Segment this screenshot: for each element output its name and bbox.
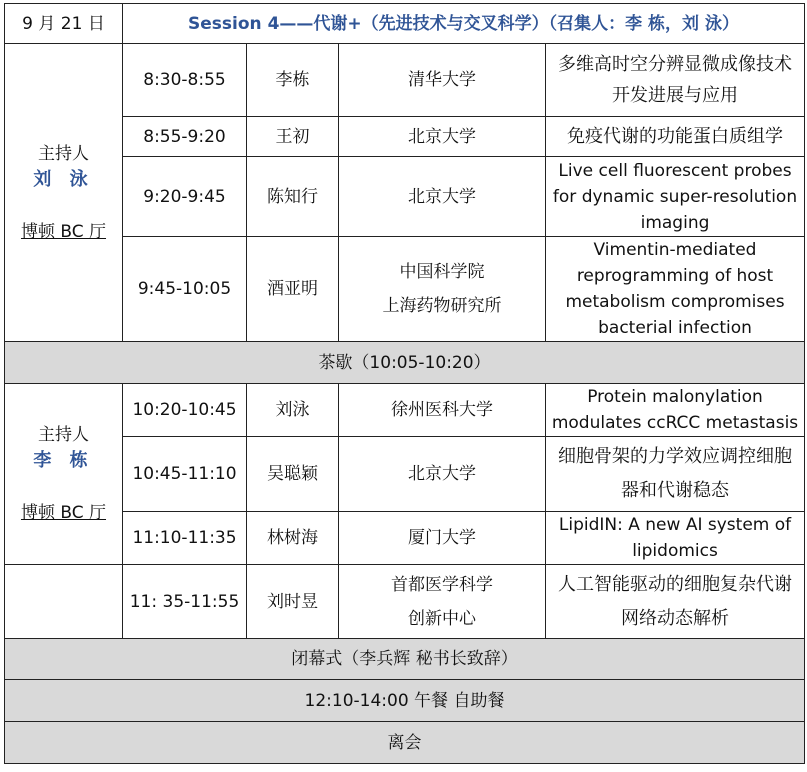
talk-speaker: 刘时昱 <box>247 565 339 639</box>
lunch-row <box>5 680 805 722</box>
talk-speaker: 李栋 <box>247 44 339 117</box>
talk-time: 8:30-8:55 <box>123 44 247 117</box>
talk-title: Protein malonylation modulates ccRCC metastasis <box>546 384 805 437</box>
closing-ceremony: 闭幕式（李兵辉 秘书长致辞） <box>5 639 805 680</box>
talk-row <box>5 44 805 117</box>
talk-speaker: 林树海 <box>247 512 339 565</box>
talk-speaker: 王初 <box>247 117 339 157</box>
closing-row <box>5 639 805 680</box>
talk-speaker: 刘泳 <box>247 384 339 437</box>
talk-time: 11: 35-11:55 <box>123 565 247 639</box>
talk-affiliation <box>339 237 546 342</box>
talk-affiliation: 北京大学 <box>339 437 546 512</box>
talk-speaker: 酒亚明 <box>247 237 339 342</box>
session-title: Session 4——代谢+（先进技术与交叉科学）（召集人：李 栋，刘 泳） <box>123 4 805 44</box>
talk-time: 9:20-9:45 <box>123 157 247 237</box>
affiliation-line: 上海药物研究所 <box>382 296 502 316</box>
lunch: 12:10-14:00 午餐 自助餐 <box>5 680 805 722</box>
affiliation-line: 中国科学院 <box>399 262 485 282</box>
room-name: 博顿 BC 厅 <box>20 503 107 523</box>
departure-row <box>5 722 805 764</box>
host-name: 李 栋 <box>33 450 94 471</box>
host-cell <box>5 384 123 565</box>
talk-time: 9:45-10:05 <box>123 237 247 342</box>
schedule-table <box>4 3 805 764</box>
departure: 离会 <box>5 722 805 764</box>
talk-row <box>5 117 805 157</box>
talk-row <box>5 437 805 512</box>
host-cell <box>5 44 123 342</box>
talk-time: 10:45-11:10 <box>123 437 247 512</box>
talk-affiliation <box>339 565 546 639</box>
talk-title: LipidIN: A new AI system of lipidomics <box>546 512 805 565</box>
date-cell: 9 月 21 日 <box>5 4 123 44</box>
talk-row <box>5 512 805 565</box>
talk-time: 11:10-11:35 <box>123 512 247 565</box>
talk-speaker: 吴聪颖 <box>247 437 339 512</box>
talk-title: 细胞骨架的力学效应调控细胞器和代谢稳态 <box>546 437 805 512</box>
talk-row <box>5 565 805 639</box>
talk-time: 8:55-9:20 <box>123 117 247 157</box>
header-row <box>5 4 805 44</box>
tea-break: 茶歇（10:05-10:20） <box>5 342 805 384</box>
talk-speaker: 陈知行 <box>247 157 339 237</box>
talk-title: Vimentin-mediated reprogramming of host metabolism compromises bacterial infection <box>546 237 805 342</box>
host-label: 主持人 <box>38 425 89 445</box>
talk-row <box>5 157 805 237</box>
talk-affiliation: 北京大学 <box>339 157 546 237</box>
talk-title: Live cell fluorescent probes for dynamic super-resolution imaging <box>546 157 805 237</box>
talk-title: 人工智能驱动的细胞复杂代谢网络动态解析 <box>546 565 805 639</box>
host-label: 主持人 <box>38 143 89 164</box>
affiliation-line: 首都医学科学 <box>391 574 493 595</box>
talk-title: 免疫代谢的功能蛋白质组学 <box>546 117 805 157</box>
talk-affiliation: 北京大学 <box>339 117 546 157</box>
break-row <box>5 342 805 384</box>
room-name: 博顿 BC 厅 <box>20 221 107 242</box>
talk-title: 多维高时空分辨显微成像技术开发进展与应用 <box>546 44 805 117</box>
talk-row <box>5 237 805 342</box>
talk-affiliation: 徐州医科大学 <box>339 384 546 437</box>
talk-affiliation: 清华大学 <box>339 44 546 117</box>
talk-affiliation: 厦门大学 <box>339 512 546 565</box>
empty-host-cell <box>5 565 123 639</box>
host-name: 刘 泳 <box>33 168 94 190</box>
talk-time: 10:20-10:45 <box>123 384 247 437</box>
talk-row <box>5 384 805 437</box>
affiliation-line: 创新中心 <box>408 608 476 629</box>
